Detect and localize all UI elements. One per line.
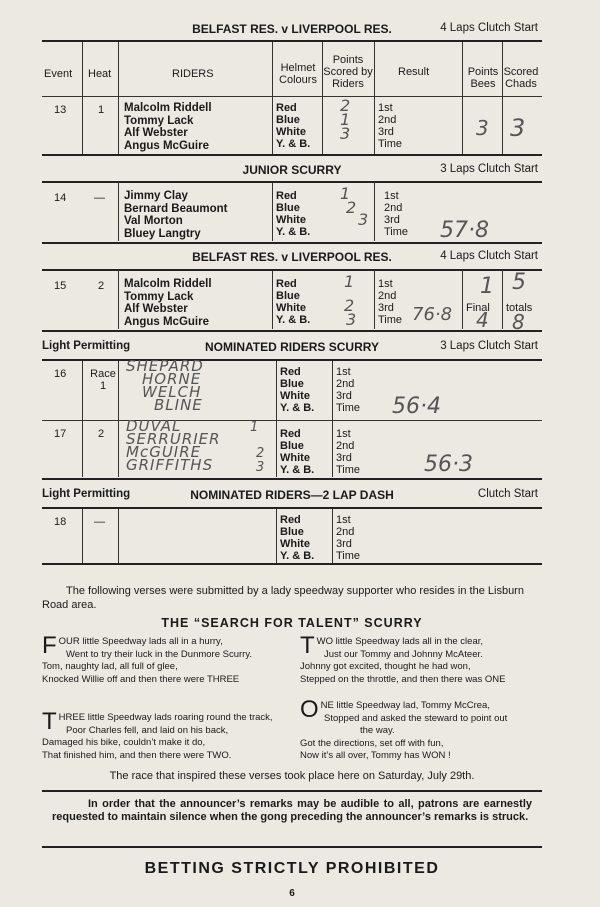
hw-point: 2 [256, 446, 265, 461]
verse-two [300, 632, 550, 686]
rider-name: BLINE [154, 396, 203, 414]
result-1st: 1st [336, 366, 351, 378]
divider [42, 359, 542, 361]
rider-name: Tommy Lack [124, 114, 194, 127]
verse-line: Now it’s all over, Tommy has WON ! [300, 750, 451, 761]
result-time: Time [378, 138, 403, 150]
result-2nd: 2nd [336, 378, 355, 390]
divider [42, 420, 542, 421]
colour-yb: Y. & B. [276, 138, 311, 150]
rider-name: HORNE [142, 370, 202, 388]
race15-event: 15 [54, 280, 67, 292]
col-line [502, 42, 503, 154]
race15-colours [276, 278, 310, 326]
result-time: Time [336, 402, 361, 414]
verse-line: Got the directions, set off with fun, [300, 737, 444, 749]
result-1st: 1st [336, 514, 351, 526]
colour-white: White [280, 452, 310, 464]
result-3rd: 3rd [378, 126, 394, 138]
rider-name: Angus McGuire [124, 315, 209, 328]
race14-heat: — [94, 192, 105, 204]
result-2nd: 2nd [336, 440, 355, 452]
race17-heat: 2 [98, 428, 105, 440]
col-line [332, 361, 333, 477]
verse-line: Poor Charles fell, and laid on his back, [66, 724, 229, 736]
race18-results [336, 514, 360, 562]
race18-heat: — [94, 516, 105, 528]
hw-point: 1 [250, 420, 259, 435]
race13-colours [276, 102, 310, 150]
verse-line: Tom, naughty lad, all full of glee, [42, 661, 178, 672]
hw-point: 1 [344, 272, 355, 291]
rider-name: SHEPARD [126, 357, 204, 375]
colour-yb: Y. & B. [276, 226, 311, 238]
colour-yb: Y. & B. [280, 402, 315, 414]
divider [42, 846, 542, 848]
col-line [272, 271, 273, 329]
col-line [82, 361, 83, 477]
race18-light: Light Permitting [42, 488, 131, 500]
colour-blue: Blue [280, 526, 304, 538]
result-3rd: 3rd [384, 214, 400, 226]
result-1st: 1st [384, 190, 399, 202]
header-heat: Heat [88, 68, 112, 80]
colour-red: Red [280, 514, 301, 526]
intro-text: The following verses were submitted by a lady speedway supporter who resides in the Lisburn Road area. [42, 585, 524, 611]
divider [42, 242, 542, 244]
race14-title: JUNIOR SCURRY [242, 163, 342, 177]
colour-white: White [276, 302, 306, 314]
verse-line: Went to try their luck in the Dunmore Scurry. [66, 648, 253, 660]
col-line [332, 509, 333, 563]
rider-name: Alf Webster [124, 303, 188, 315]
col-line [82, 42, 83, 154]
race13-heat: 1 [98, 104, 105, 116]
drop-cap: O [300, 696, 319, 723]
colour-yb: Y. & B. [280, 464, 315, 476]
hw-time: 56·4 [392, 394, 441, 419]
divider [42, 478, 542, 480]
rider-name: Tommy Lack [124, 290, 194, 303]
verse-three [42, 708, 292, 762]
drop-cap: F [42, 632, 57, 659]
race13-riders [124, 102, 212, 152]
race18-colours [280, 514, 314, 562]
divider [42, 563, 542, 565]
colour-blue: Blue [276, 202, 300, 214]
colour-blue: Blue [276, 114, 300, 126]
col-line [374, 183, 375, 241]
race15-results [378, 278, 402, 326]
verse-line: Stepped on the throttle, and then there was ONE [300, 673, 506, 685]
col-line [118, 509, 119, 563]
divider [42, 181, 542, 183]
divider [42, 96, 542, 97]
race16-title: NOMINATED RIDERS SCURRY [204, 340, 379, 354]
divider [42, 507, 542, 509]
result-2nd: 2nd [384, 202, 403, 214]
race16-event: 16 [54, 368, 67, 380]
colour-blue: Blue [276, 290, 300, 302]
col-line [118, 42, 119, 154]
verse-one [300, 696, 550, 763]
race16-results [336, 366, 360, 414]
hw-time: 76·8 [412, 304, 453, 325]
result-1st: 1st [378, 102, 393, 114]
verse-line: OUR little Speedway lads all in a hurry, [58, 636, 223, 647]
verse-line: Johnny got excited, thought he had won, [300, 661, 471, 672]
verse-line: Damaged his bike, couldn’t make it do, [42, 737, 206, 748]
hw-point: 1 [340, 110, 351, 129]
rider-name: Malcolm Riddell [124, 278, 212, 290]
colour-yb: Y. & B. [276, 314, 311, 326]
col-line [276, 361, 277, 477]
race13-title: BELFAST RES. v LIVERPOOL RES. [192, 22, 392, 36]
race15-riders [124, 278, 212, 328]
col-line [82, 509, 83, 563]
result-time: Time [378, 314, 403, 326]
rider-name: Bernard Beaumont [124, 202, 228, 215]
hw-point: 3 [358, 210, 369, 229]
header-event: Event [44, 68, 73, 80]
hw-point: 2 [344, 296, 355, 315]
col-line [374, 42, 375, 154]
result-time: Time [384, 226, 409, 238]
hw-point: 1 [340, 184, 351, 203]
drop-cap: T [300, 632, 315, 659]
result-3rd: 3rd [336, 390, 352, 402]
colour-red: Red [280, 428, 301, 440]
rider-name: Bluey Langtry [124, 227, 201, 240]
colour-red: Red [280, 366, 301, 378]
header-points: Points Scored by Riders [323, 54, 373, 90]
result-time: Time [336, 464, 361, 476]
rider-name: Angus McGuire [124, 139, 209, 152]
hw-final: 4 [476, 308, 489, 332]
colour-yb: Y. & B. [280, 550, 315, 562]
result-1st: 1st [378, 278, 393, 290]
totals-label: totals [506, 302, 533, 314]
verse-line: WO little Speedway lads all in the clear, [316, 636, 484, 647]
result-3rd: 3rd [336, 452, 352, 464]
colour-white: White [280, 390, 310, 402]
hw-point: 3 [340, 124, 351, 143]
race16-riders [126, 357, 204, 414]
result-3rd: 3rd [378, 302, 394, 314]
result-time: Time [336, 550, 361, 562]
divider [42, 790, 542, 792]
race18-start: Clutch Start [477, 488, 538, 500]
race15-heat: 2 [98, 280, 105, 292]
header-bees: Points Bees [467, 66, 499, 90]
header-helmet: Helmet Colours [279, 62, 317, 86]
final-label: Final [466, 302, 490, 314]
result-1st: 1st [336, 428, 351, 440]
colour-red: Red [276, 102, 297, 114]
verse-line: Stopped and asked the steward to point out [324, 712, 508, 724]
betting-notice: BETTING STRICTLY PROHIBITED [144, 860, 440, 877]
hw-point: 3 [346, 310, 357, 329]
colour-blue: Blue [280, 440, 304, 452]
verse-line: Just our Tommy and Johnny McAteer. [324, 648, 483, 660]
hw-bees: 1 [480, 274, 494, 299]
announcer-notice: In order that the announcer’s remarks may be audible to all, patrons are earnestly requested to maintain silence when the gong preceding the announcer’s remarks is struck. [52, 798, 532, 823]
rider-name: DUVAL [126, 417, 182, 435]
result-2nd: 2nd [378, 114, 397, 126]
race14-event: 14 [54, 192, 67, 204]
col-line [502, 271, 503, 329]
rider-name: McGUIRE [126, 443, 202, 461]
race-note: The race that inspired these verses took place here on Saturday, July 29th. [109, 770, 475, 782]
page-number: 6 [289, 888, 295, 899]
verse-title: THE “SEARCH FOR TALENT” SCURRY [161, 616, 423, 630]
hw-point: 3 [256, 460, 265, 475]
header-riders: RIDERS [172, 68, 214, 80]
hw-totals: 8 [512, 310, 525, 334]
race16-heat: Race 1 [90, 368, 116, 392]
result-2nd: 2nd [336, 526, 355, 538]
hw-time: 57·8 [440, 218, 489, 243]
race15-start: 4 Laps Clutch Start [440, 250, 538, 262]
result-3rd: 3rd [336, 538, 352, 550]
rider-name: SERRURIER [126, 430, 221, 448]
race17-event: 17 [54, 428, 67, 440]
colour-red: Red [276, 278, 297, 290]
race14-riders [124, 190, 228, 240]
drop-cap: T [42, 708, 57, 735]
colour-white: White [276, 126, 306, 138]
header-result: Result [398, 66, 430, 78]
hw-bees: 3 [476, 116, 489, 140]
verse-line: HREE little Speedway lads roaring round the track, [58, 712, 273, 723]
race18-title: NOMINATED RIDERS—2 LAP DASH [190, 488, 394, 502]
race16-start: 3 Laps Clutch Start [440, 340, 538, 352]
divider [42, 269, 542, 271]
race13-event: 13 [54, 104, 67, 116]
verse-four [42, 632, 292, 686]
hw-point: 2 [346, 198, 357, 217]
col-line [276, 509, 277, 563]
col-line [272, 42, 273, 154]
hw-chads: 5 [512, 270, 526, 295]
col-line [118, 183, 119, 241]
rider-name: GRIFFITHS [126, 456, 214, 474]
col-line [118, 271, 119, 329]
divider [42, 330, 542, 332]
race13-results [378, 102, 402, 150]
race17-colours [280, 428, 314, 476]
race17-results [336, 428, 360, 476]
colour-blue: Blue [280, 378, 304, 390]
col-line [462, 42, 463, 154]
divider [42, 40, 542, 42]
verse-line: the way. [360, 725, 395, 736]
colour-red: Red [276, 190, 297, 202]
race17-riders [126, 417, 221, 474]
race13-start: 4 Laps Clutch Start [440, 22, 538, 34]
verse-line: Knocked Willie off and then there were THREE [42, 673, 240, 685]
race16-light: Light Permitting [42, 340, 131, 352]
result-2nd: 2nd [378, 290, 397, 302]
rider-name: Jimmy Clay [124, 190, 188, 202]
divider [42, 154, 542, 156]
race18-event: 18 [54, 516, 67, 528]
col-line [462, 271, 463, 329]
race15-title: BELFAST RES. v LIVERPOOL RES. [192, 250, 392, 264]
col-line [118, 361, 119, 477]
header-chads: Scored Chads [503, 66, 539, 90]
race14-colours [276, 190, 310, 238]
hw-time: 56·3 [424, 452, 473, 477]
hw-point: 2 [340, 96, 351, 115]
race16-colours [280, 366, 314, 414]
rider-name: WELCH [142, 383, 202, 401]
rider-name: Val Morton [124, 215, 183, 227]
col-line [322, 42, 323, 154]
race14-start: 3 Laps Clutch Start [440, 163, 538, 175]
verse-line: That finished him, and then there were TWO. [42, 749, 232, 761]
rider-name: Alf Webster [124, 127, 188, 139]
verse-line: NE little Speedway lad, Tommy McCrea, [320, 700, 490, 711]
colour-white: White [280, 538, 310, 550]
colour-white: White [276, 214, 306, 226]
col-line [374, 271, 375, 329]
col-line [272, 183, 273, 241]
rider-name: Malcolm Riddell [124, 102, 212, 114]
hw-chads: 3 [510, 114, 526, 142]
race14-results [384, 190, 408, 238]
